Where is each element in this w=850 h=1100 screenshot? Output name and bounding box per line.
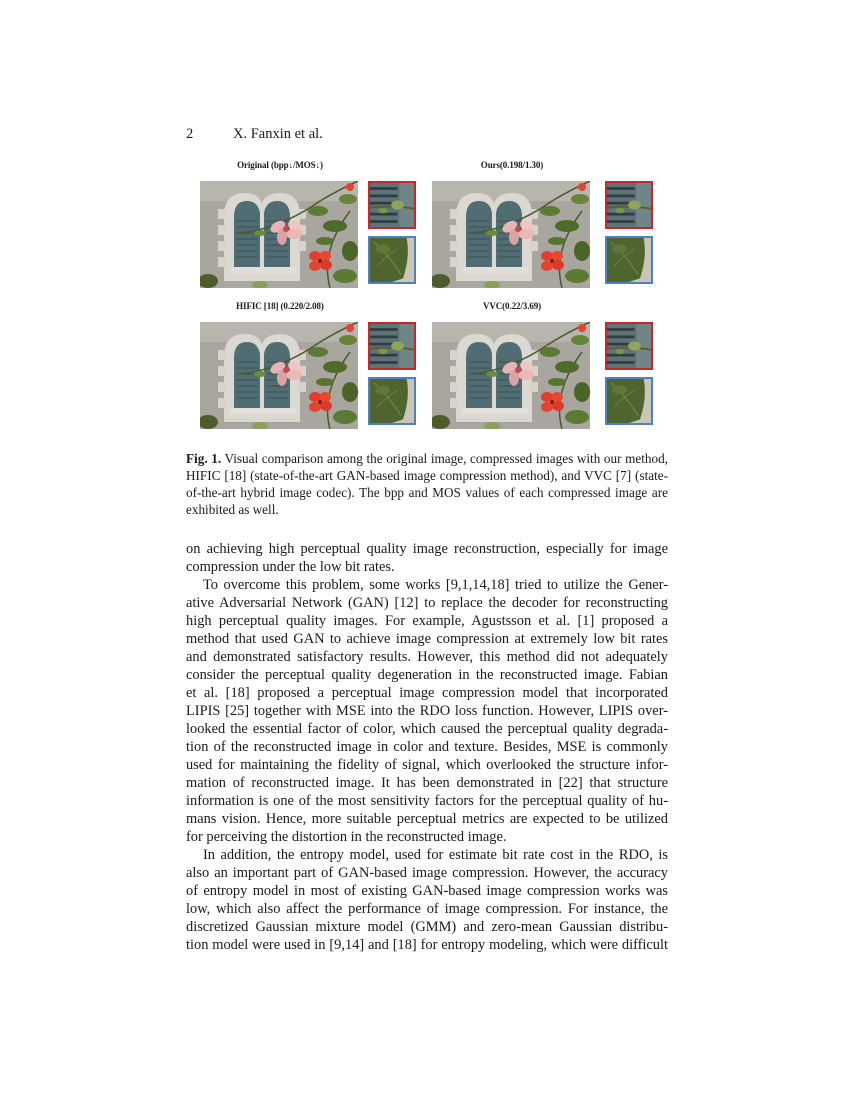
panel-original — [200, 160, 432, 290]
text-line: for perceiving the distortion in the reconstructed image. — [186, 829, 507, 845]
main-image — [432, 322, 590, 429]
text-line: tion model were used in [9,14] and [18] for entropy modeling, which were difficult — [186, 937, 668, 953]
crop-blue — [368, 236, 416, 284]
text-line: LIPIS [25] together with MSE into the RDO loss function. However, LIPIS over- — [186, 703, 668, 719]
page-number: 2 — [186, 126, 194, 142]
body-text — [186, 540, 668, 954]
panel-vvc — [432, 301, 664, 431]
text-line: et al. [18] proposed a perceptual image compression model that incorporated — [186, 685, 668, 701]
text-line: consider the perceptual quality degeneration in the reconstructed image. Fabian — [186, 667, 668, 683]
figure-1 — [186, 160, 668, 435]
main-image — [200, 181, 358, 288]
text-line: used for maintaining the fidelity of signal, which overlooked the structure infor- — [186, 757, 668, 773]
text-line: of entropy model in most of existing GAN-based image compression works was — [186, 883, 668, 899]
text-line: compression under the low bit rates. — [186, 559, 395, 575]
panel-ours — [432, 160, 664, 290]
text-line: ative Adversarial Network (GAN) [12] to replace the decoder for reconstructing — [186, 595, 668, 611]
text-line: method that used GAN to achieve image compression at extremely low bit rates — [186, 631, 668, 647]
text-line: information is one of the most sensitivity factors for the perceptual quality of hu- — [186, 793, 668, 809]
text-line: also an important part of GAN-based image compression. However, the accuracy — [186, 865, 668, 881]
panel-title: Ours(0.198/1.30) — [480, 160, 544, 170]
text-line: mans vision. Hence, more suitable perceptual metrics are expected to be utilized — [186, 811, 668, 827]
panel-title: VVC(0.22/3.69) — [482, 301, 542, 311]
figure-caption — [186, 450, 668, 518]
text-line: discretized Gaussian mixture model (GMM) and zero-mean Gaussian distribu- — [186, 919, 668, 935]
caption-text: Visual comparison among the original image, compressed images with our method, HIFIC [18] (state-of-the-art GAN-based image compression method), and VVC [7] (state-of-the-art hybrid image codec). The bpp and MOS values of each compressed image are exhibited as well. — [186, 451, 668, 517]
text-line: tion of the reconstructed image in color and texture. Besides, MSE is commonly — [186, 739, 668, 755]
text-line: high perceptual quality images. For example, Agustsson et al. [1] proposed a — [186, 613, 668, 629]
crop-blue — [605, 236, 653, 284]
crop-red — [605, 181, 653, 229]
panel-hific — [200, 301, 432, 431]
text-line: low, which also affect the performance of image compression. For instance, the — [186, 901, 668, 917]
main-image — [200, 322, 358, 429]
page-header — [186, 126, 668, 144]
crop-blue — [605, 377, 653, 425]
crop-red — [605, 322, 653, 370]
main-image — [432, 181, 590, 288]
running-head: X. Fanxin et al. — [233, 126, 323, 142]
text-line: looked the essential factor of color, which caused the perceptual quality degrada- — [186, 721, 668, 737]
crop-red — [368, 322, 416, 370]
text-line: on achieving high perceptual quality image reconstruction, especially for image — [186, 541, 668, 557]
figure-label: Fig. 1. — [186, 451, 222, 466]
panel-title: Original (bpp↓/MOS↓) — [237, 160, 323, 170]
text-line: In addition, the entropy model, used for estimate bit rate cost in the RDO, is — [203, 847, 668, 863]
text-line: mation of reconstructed image. It has been demonstrated in [22] that structure — [186, 775, 668, 791]
text-line: To overcome this problem, some works [9,1,14,18] tried to utilize the Gener- — [203, 577, 668, 593]
crop-red — [368, 181, 416, 229]
text-line: and demonstrated satisfactory results. However, this method did not adequately — [186, 649, 668, 665]
panel-title: HIFIC [18] (0.220/2.08) — [236, 301, 324, 311]
crop-blue — [368, 377, 416, 425]
